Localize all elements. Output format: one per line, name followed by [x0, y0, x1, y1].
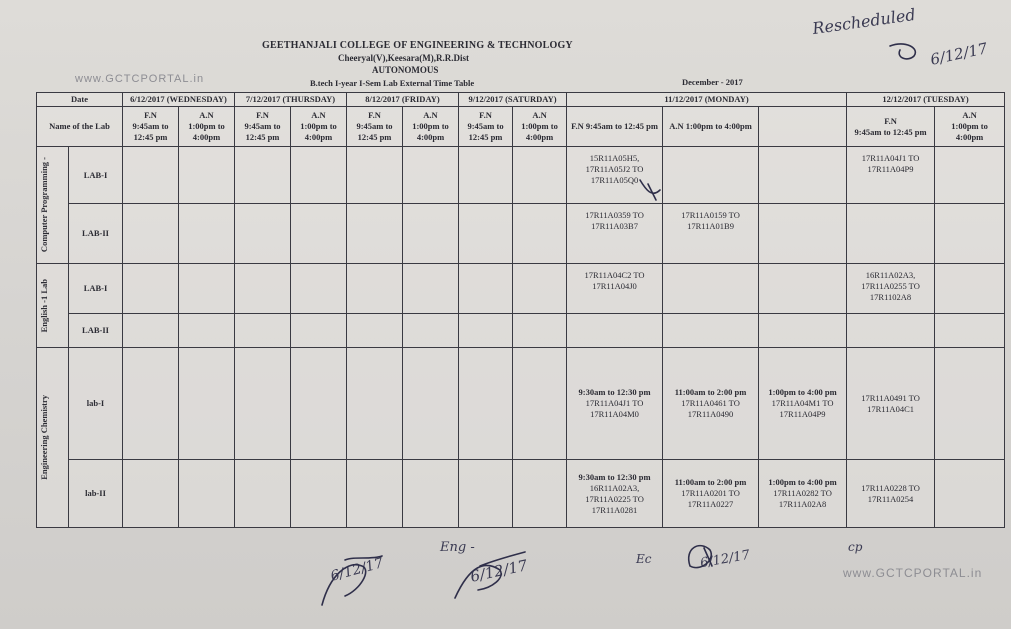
- session-mon-fn: F.N 9:45am to 12:45 pm: [567, 107, 663, 147]
- date-col-2: 8/12/2017 (FRIDAY): [347, 93, 459, 107]
- signature-date-3: 6/12/17: [699, 547, 752, 572]
- allocation-cell: 11:00am to 2:00 pm 17R11A0461 TO 17R11A0490: [663, 348, 759, 460]
- allocation-cell: 17R11A0159 TO 17R11A01B9: [663, 204, 759, 264]
- allocation-cell: 17R11A0491 TO 17R11A04C1: [847, 348, 935, 460]
- college-name: GEETHANJALI COLLEGE OF ENGINEERING & TECHNOLOGY: [262, 40, 573, 51]
- date-col-1: 7/12/2017 (THURSDAY): [235, 93, 347, 107]
- allocation-cell: 9:30am to 12:30 pm 17R11A04J1 TO 17R11A04M0: [567, 348, 663, 460]
- timetable-month: December - 2017: [682, 77, 743, 87]
- watermark-bottom: www.GCTCPORTAL.in: [843, 566, 983, 580]
- college-address: Cheeryal(V),Keesara(M),R.R.Dist: [338, 53, 469, 63]
- allocation-cell: 1:00pm to 4:00 pm 17R11A04M1 TO 17R11A04P9: [759, 348, 847, 460]
- session-fn: F.N 9:45am to 12:45 pm: [123, 107, 179, 147]
- session-fn: F.N 9:45am to 12:45 pm: [347, 107, 403, 147]
- watermark-top: www.GCTCPORTAL.in: [75, 73, 205, 85]
- allocation-cell: 11:00am to 2:00 pm 17R11A0201 TO 17R11A0227: [663, 460, 759, 528]
- group-english-lab: English -1 Lab: [37, 264, 69, 348]
- date-col-5: 12/12/2017 (TUESDAY): [847, 93, 1005, 107]
- allocation-cell: 16R11A02A3, 17R11A0255 TO 17R1102A8: [847, 264, 935, 314]
- handwritten-eng-label: Eng -: [440, 540, 475, 555]
- row-label: lab-II: [69, 460, 123, 528]
- handwritten-cp-label: cp: [848, 540, 863, 554]
- date-header: Date: [37, 93, 123, 107]
- lab-name-header: Name of the Lab: [37, 107, 123, 147]
- allocation-cell: 17R11A0228 TO 17R11A0254: [847, 460, 935, 528]
- group-engineering-chemistry: Engineering Chemistry: [37, 348, 69, 528]
- allocation-cell: 17R11A04J1 TO 17R11A04P9: [847, 147, 935, 204]
- row-label: lab-I: [69, 348, 123, 460]
- row-label: LAB-II: [69, 204, 123, 264]
- session-an: A.N 1:00pm to 4:00pm: [513, 107, 567, 147]
- date-col-0: 6/12/2017 (WEDNESDAY): [123, 93, 235, 107]
- row-label: LAB-II: [69, 314, 123, 348]
- handwritten-date-note: 6/12/17: [928, 39, 990, 69]
- session-fn: F.N 9:45am to 12:45 pm: [459, 107, 513, 147]
- session-tue-an: A.N 1:00pm to 4:00pm: [935, 107, 1005, 147]
- timetable-subtitle: B.tech I-year I-Sem Lab External Time Table: [310, 78, 475, 88]
- allocation-cell: 17R11A0359 TO 17R11A03B7: [567, 204, 663, 264]
- signature-date-2: 6/12/17: [468, 556, 530, 586]
- session-fn: F.N 9:45am to 12:45 pm: [235, 107, 291, 147]
- allocation-cell: 17R11A04C2 TO 17R11A04J0: [567, 264, 663, 314]
- allocation-cell: 15R11A05H5, 17R11A05J2 TO 17R11A05Q0: [567, 147, 663, 204]
- college-status: AUTONOMOUS: [372, 65, 439, 75]
- session-mon-extra: [759, 107, 847, 147]
- session-an: A.N 1:00pm to 4:00pm: [403, 107, 459, 147]
- handwritten-ec-label: Ec: [636, 552, 652, 566]
- session-mon-an: A.N 1:00pm to 4:00pm: [663, 107, 759, 147]
- date-col-4: 11/12/2017 (MONDAY): [567, 93, 847, 107]
- signature-date-1: 6/12/17: [328, 555, 386, 585]
- session-an: A.N 1:00pm to 4:00pm: [291, 107, 347, 147]
- row-label: LAB-I: [69, 264, 123, 314]
- date-col-3: 9/12/2017 (SATURDAY): [459, 93, 567, 107]
- group-computer-programming: Computer Programming -: [37, 147, 69, 264]
- handwritten-rescheduled-note: Rescheduled: [811, 4, 917, 39]
- allocation-cell: 1:00pm to 4:00 pm 17R11A0282 TO 17R11A02A8: [759, 460, 847, 528]
- session-tue-fn: F.N 9:45am to 12:45 pm: [847, 107, 935, 147]
- session-an: A.N 1:00pm to 4:00pm: [179, 107, 235, 147]
- timetable-grid: [36, 92, 1005, 528]
- allocation-cell: 9:30am to 12:30 pm 16R11A02A3, 17R11A0225 TO 17R11A0281: [567, 460, 663, 528]
- row-label: LAB-I: [69, 147, 123, 204]
